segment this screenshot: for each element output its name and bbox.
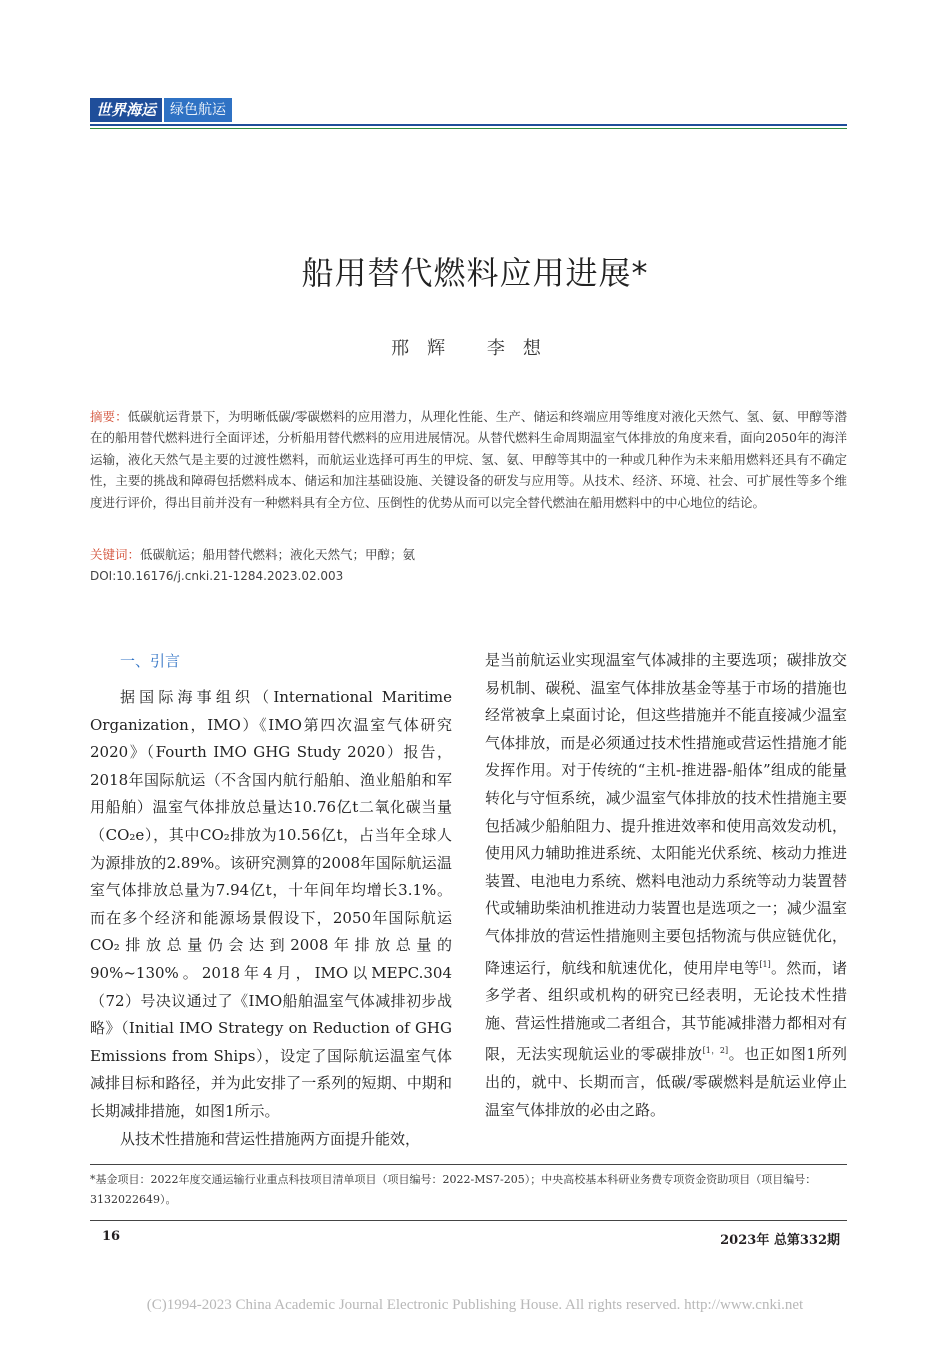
left-column: [90, 684, 452, 1153]
text-run: 。然而，诸多学者、组织或机构的研究已经表明，无论技术性措施、营运性措施或二者组合，其节能减排潜力都相对有限，无法实现航运业的零碳排放: [485, 958, 847, 1064]
article-title: 船用替代燃料应用进展*: [301, 254, 649, 292]
footnote-divider: [90, 1164, 847, 1165]
text-run: 。也正如图1所列出的，就中、长期而言，低碳/零碳燃料是航运业停止温室气体排放的必由之路。: [485, 1045, 848, 1119]
authors: 邢辉 李想: [391, 338, 559, 359]
keywords-text: 低碳航运；船用替代燃料；液化天然气；甲醇；氨: [140, 547, 416, 562]
paragraph: [485, 647, 847, 1124]
keywords: [90, 545, 415, 563]
journal-logo: 世界海运: [90, 98, 162, 122]
abstract-label: 摘要：: [90, 409, 128, 424]
footer-divider: [90, 1220, 847, 1221]
citation[interactable]: [1]: [759, 959, 771, 969]
section-heading: 一、引言: [120, 652, 181, 670]
paragraph: 从技术性措施和营运性措施两方面提升能效，: [120, 1129, 421, 1148]
copyright: (C)1994-2023 China Academic Journal Electronic Publishing House. All rights reserved. http://www.cnki.net: [146, 1297, 804, 1313]
footnote: *基金项目：2022年度交通运输行业重点科技项目清单项目（项目编号：2022-MS7-205）；中央高校基本科研业务费专项资金资助项目（项目编号：3132022649）。: [90, 1173, 817, 1206]
text-run: 是当前航运业实现温室气体减排的主要选项；碳排放交易机制、碳税、温室气体排放基金等基于市场的措施也经常被拿上桌面讨论，但这些措施并不能直接减少温室气体排放，而是必须通过技术性措施或营运性措施才能发挥作用。对于传统的“主机-推进器-船体”组成的能量转化与守恒系统，减少温室气体排放的技术性措施主要包括减少船舶阻力、提升推进效率和使用高效发动机，使用风力辅助推进系统、太阳能光伏系统、核动力推进装置、电池电力系统、燃料电池动力系统等动力装置替代或辅助柴油机推进动力装置也是选项之一；减少温室气体排放的营运性措施则主要包括物流与供应链优化，降速运行，航线和航速优化，使用岸电等: [485, 651, 847, 977]
header-rule: [90, 124, 847, 126]
paragraph: 据国际海事组织（International Maritime Organization，IMO）《IMO第四次温室气体研究2020》（Fourth IMO GHG Study 2020）报告，2018年国际航运（不含国内航行船舶、渔业船舶和军用船舶）温室气体排放总量达10.76亿t二氧化碳当量（CO₂e），其中CO₂排放为10.56亿t，占当年全球人为源排放的2.89%。该研究测算的2008年国际航运温室气体排放总量为7.94亿t，十年间年均增长3.1%。而在多个经济和能源场景假设下，2050年国际航运CO₂排放总量仍会达到2008年排放总量的90%~130%。2018年4月，IMO以MEPC.304（72）号决议通过了《IMO船舶温室气体减排初步战略》（Initial IMO Strategy on Reduction of GHG Emissions from Ships），设定了国际航运温室气体减排目标和路径，并为此安排了一系列的短期、中期和长期减排措施，如图1所示。: [90, 688, 452, 1120]
citation[interactable]: [1，2]: [702, 1046, 729, 1056]
header-rule-thin: [90, 128, 847, 129]
doi: DOI:10.16176/j.cnki.21-1284.2023.02.003: [90, 569, 344, 583]
abstract-text: 低碳航运背景下，为明晰低碳/零碳燃料的应用潜力，从理化性能、生产、储运和终端应用等维度对液化天然气、氢、氨、甲醇等潜在的船用替代燃料进行全面评述，分析船用替代燃料的应用进展情况。从替代燃料生命周期温室气体排放的角度来看，面向2050年的海洋运输，液化天然气是主要的过渡性燃料，而航运业选择可再生的甲烷、氢、氨、甲醇等其中的一种或几种作为未来船用燃料还具有不确定性，主要的挑战和障碍包括燃料成本、储运和加注基础设施、关键设备的研发与应用等。从技术、经济、环境、社会、可扩展性等多个维度进行评价，得出目前并没有一种燃料具有全方位、压倒性的优势从而可以完全替代燃油在船用燃料中的中心地位的结论。: [90, 409, 847, 510]
right-column: [485, 647, 847, 1124]
issue-info: 2023年 总第332期: [720, 1233, 840, 1248]
keywords-label: 关键词：: [90, 547, 141, 562]
abstract: [90, 406, 847, 513]
journal-header: [90, 98, 232, 122]
page-number: 16: [102, 1229, 121, 1244]
column-name: 绿色航运: [164, 98, 232, 122]
